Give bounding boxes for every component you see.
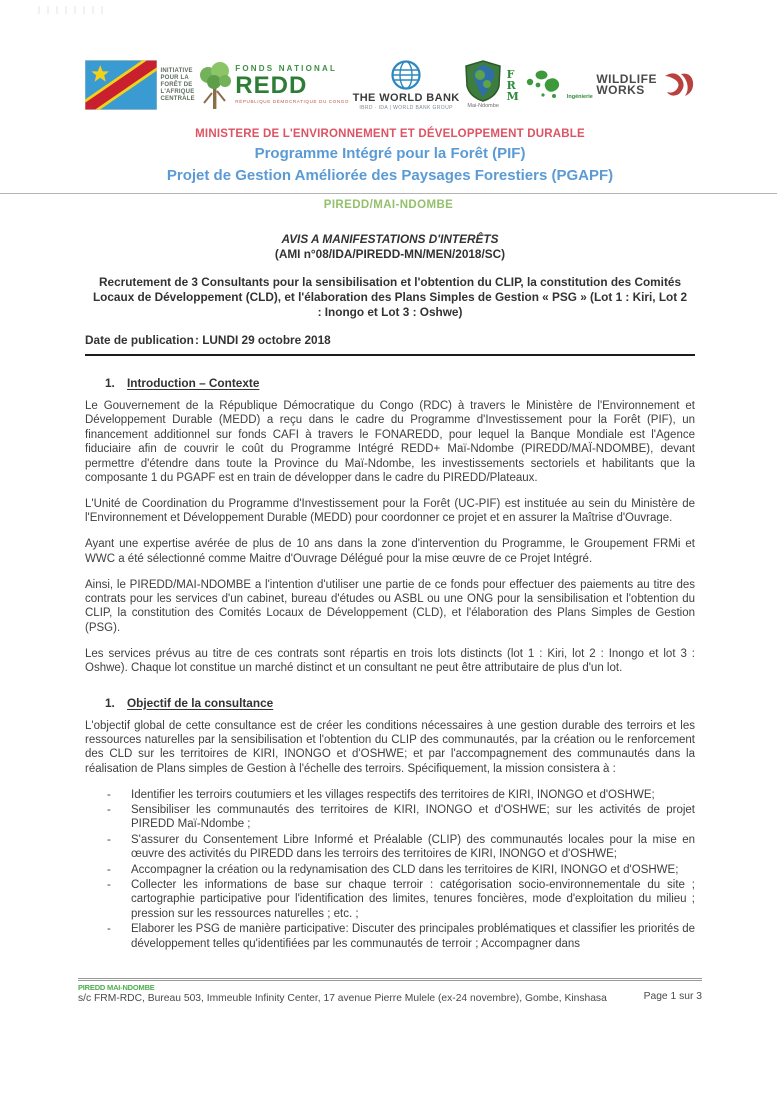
frm-caption: Ingénierie: [566, 94, 593, 100]
bullet-text: Collecter les informations de base sur chaque terroir : catégorisation socio-environnementale du site ; cartographie participative pour l'identification des limites, tenures foncières, mode d'exploitation du milieu ; pression sur les ressources naturelles ; etc. ;: [131, 879, 695, 920]
section-heading-objectif: [85, 696, 695, 710]
mai-ndombe-caption: Mai-Ndombe: [467, 103, 499, 110]
section-title: Introduction – Contexte: [127, 376, 260, 390]
notice-subject: Recrutement de 3 Consultants pour la sensibilisation et l'obtention du CLIP, la constitution des Comités Locaux de Développement (CLD), et l'élaboration des Plans Simples de Gestion « PSG » (Lot 1 : Kiri, Lot 2 : Inongo et Lot 3 : Oshwe): [92, 275, 688, 319]
paragraph: Ayant une expertise avérée de plus de 10 ans dans la zone d'intervention du Programme, le Groupement FRMi et WWC a été sélectionné comme Maitre d'Ouvrage Délégué pour la mise œuvre de ce Projet Intégré.: [85, 538, 695, 565]
cafi-text-line: CENTRALE: [160, 95, 195, 102]
wildlife-works-logo: [596, 70, 695, 100]
frm-ingenierie-logo: [507, 68, 593, 102]
cafi-text-line: INITIATIVE: [160, 67, 193, 74]
bullet-text: Identifier les terroirs coutumiers et les villages respectifs des territoires de KIRI, INONGO et d'OSHWE;: [131, 788, 655, 801]
drc-flag-icon: [85, 60, 157, 110]
frm-letter: F: [506, 67, 515, 81]
bullet-marker: -: [107, 788, 111, 801]
frm-letter: M: [506, 89, 519, 103]
list-item: [107, 803, 695, 832]
world-bank-subtitle: IBRD · IDA | WORLD BANK GROUP: [359, 105, 453, 111]
notice-title: AVIS A MANIFESTATIONS D'INTERÊTS: [281, 232, 499, 246]
bullet-text: Elaborer les PSG de manière participative: Discuter des principales problématiques et classifier les priorités de développement telles qu'identifiées par les communautés de terroir ; Accompagner dans: [131, 923, 695, 950]
project-title: Projet de Gestion Améliorée des Paysages Forestiers (PGAPF): [166, 167, 614, 184]
bullet-marker: -: [107, 863, 111, 876]
redd-logo-main-text: REDD: [235, 72, 308, 100]
scan-artifact: [38, 6, 108, 14]
bullet-text: S'assurer du Consentement Libre Informé et Préalable (CLIP) des communautés locales pour la mise en œuvre des activités du PIREDD dans les terroirs des territoires de KIRI, INONGO et d'OSHWE;: [131, 833, 695, 861]
entity-title: PIREDD/MAI-NDOMBE: [323, 199, 454, 211]
wildlife-works-line: WORKS: [596, 83, 645, 97]
mai-ndombe-shield-icon: [463, 60, 503, 102]
world-bank-name: THE WORLD BANK: [352, 92, 460, 104]
world-bank-globe-icon: [390, 59, 422, 91]
bullet-marker: -: [107, 804, 111, 817]
cafi-logo: [161, 59, 232, 111]
wildlife-works-mark-icon: [661, 70, 695, 100]
wildlife-works-line: WILDLIFE: [596, 72, 657, 86]
bullet-marker: -: [107, 833, 111, 846]
masthead-divider: [0, 193, 777, 194]
section-number: 1.: [105, 695, 115, 710]
bullet-text: Accompagner la création ou la redynamisation des CLD dans les territoires de KIRI, INONGO et d'OSHWE;: [131, 863, 679, 876]
cafi-text-line: FORÊT DE: [160, 81, 193, 88]
list-item: [107, 788, 695, 802]
paragraph: Les services prévus au titre de ces contrats sont répartis en trois lots distincts (lot 1 : Kiri, lot 2 : Inongo et lot 3 : Oshwe). Chaque lot constitue un marché distinct et un consultant ne peut être attributaire de plus d'un lot.: [85, 647, 695, 675]
publication-date-value: : LUNDI 29 octobre 2018: [195, 333, 331, 347]
world-bank-logo: [353, 59, 460, 111]
paragraph: L'objectif global de cette consultance est de créer les conditions nécessaires à une gestion durable des terroirs et les ressources naturelles par la sensibilisation et l'obtention du CLIP des communautés, par la création ou le renforcement des CLD sur les territoires de KIRI, INONGO et d'OSHWE; et par l'accompagnement des communautés dans la réalisation de Plans simples de Gestion à l'échelle des terroirs. Spécifiquement, la mission consistera à :: [85, 719, 695, 775]
publication-date-row: [85, 333, 695, 347]
footer-address: s/c FRM-RDC, Bureau 503, Immeuble Infinity Center, 17 avenue Pierre Mulele (ex-24 novembre), Gombe, Kinshasa: [78, 993, 607, 1005]
publication-date-label: Date de publication: [85, 333, 194, 347]
mission-bullet-list: [85, 788, 695, 951]
partner-logo-band: [0, 54, 777, 116]
cafi-tree-icon: [198, 59, 232, 111]
bullet-text: Sensibiliser les communautés des territoires de KIRI, INONGO et d'OSHWE; sur les activités de projet PIREDD Maï-Ndombe ;: [131, 804, 695, 831]
bullet-marker: -: [107, 879, 111, 892]
section-title: Objectif de la consultance: [127, 695, 274, 710]
ministry-title: MINISTERE DE L'ENVIRONNEMENT ET DÉVELOPPEMENT DURABLE: [195, 128, 585, 140]
list-item: [107, 922, 695, 951]
cafi-text-line: POUR LA: [160, 74, 189, 81]
fonds-national-redd-logo: [235, 65, 349, 105]
redd-logo-top-text: FONDS NATIONAL: [235, 64, 338, 74]
list-item: [107, 863, 695, 877]
paragraph: L'Unité de Coordination du Programme d'Investissement pour la Forêt (UC-PIF) est instituée au sein du Ministère de l'Environnement et Développement Durable (MEDD) pour coordonner ce projet et en assurer la Maîtrise d'Ouvrage.: [85, 497, 695, 525]
paragraph: Ainsi, le PIREDD/MAI-NDOMBE a l'intention d'utiliser une partie de ce fonds pour effectuer des paiements au titre des contrats pour les services d'un cabinet, bureau d'études ou ASBL ou une ONG pour la sensibilisation et l'obtention du CLIP, la constitution des Comités Locaux de Développement (CLD), et l'élaboration des Plans Simples de Gestion (PSG).: [85, 578, 695, 634]
footer-org-name: PIREDD MAI-NDOMBE: [78, 983, 155, 992]
mai-ndombe-emblem-logo: [463, 60, 503, 110]
notice-reference: (AMI n°08/IDA/PIREDD-MN/MEN/2018/SC): [274, 247, 506, 261]
frm-letter: R: [506, 78, 516, 92]
program-title: Programme Intégré pour la Forêt (PIF): [254, 145, 526, 162]
list-item: [107, 833, 695, 862]
page-footer: [78, 978, 702, 1006]
bullet-marker: -: [107, 923, 111, 936]
frm-worldmap-icon: [523, 68, 563, 102]
redd-logo-subtitle: RÉPUBLIQUE DÉMOCRATIQUE DU CONGO: [235, 99, 350, 105]
section-number: 1.: [105, 376, 115, 390]
cafi-text-line: L'AFRIQUE: [160, 88, 195, 95]
notice-divider: [85, 354, 695, 356]
list-item: [107, 878, 695, 921]
drc-flag-logo: [85, 60, 157, 110]
page-number: Page 1 sur 3: [643, 991, 702, 1002]
section-heading-introduction: [85, 376, 695, 390]
paragraph: Le Gouvernement de la République Démocratique du Congo (RDC) à travers le Ministère de l'Environnement et Développement Durable (MEDD) a reçu dans le cadre du Programme d'Investissement pour la Forêt (PIF), un financement additionnel sur fonds CAFI à travers le FONAREDD, pour lequel la Banque Mondiale est l'Agence fiduciaire afin de couvrir le coût du Programme Intégré REDD+ Maï-Ndombe (PIREDD/MAÏ-NDOMBE), devant permettre d'étendre dans toute la Province du Maï-Ndombe, les investissements sectoriels et habilitants que la composante 1 du PGAPF est en train de développer dans le cadre du PIREDD/Plateaux.: [85, 400, 695, 485]
